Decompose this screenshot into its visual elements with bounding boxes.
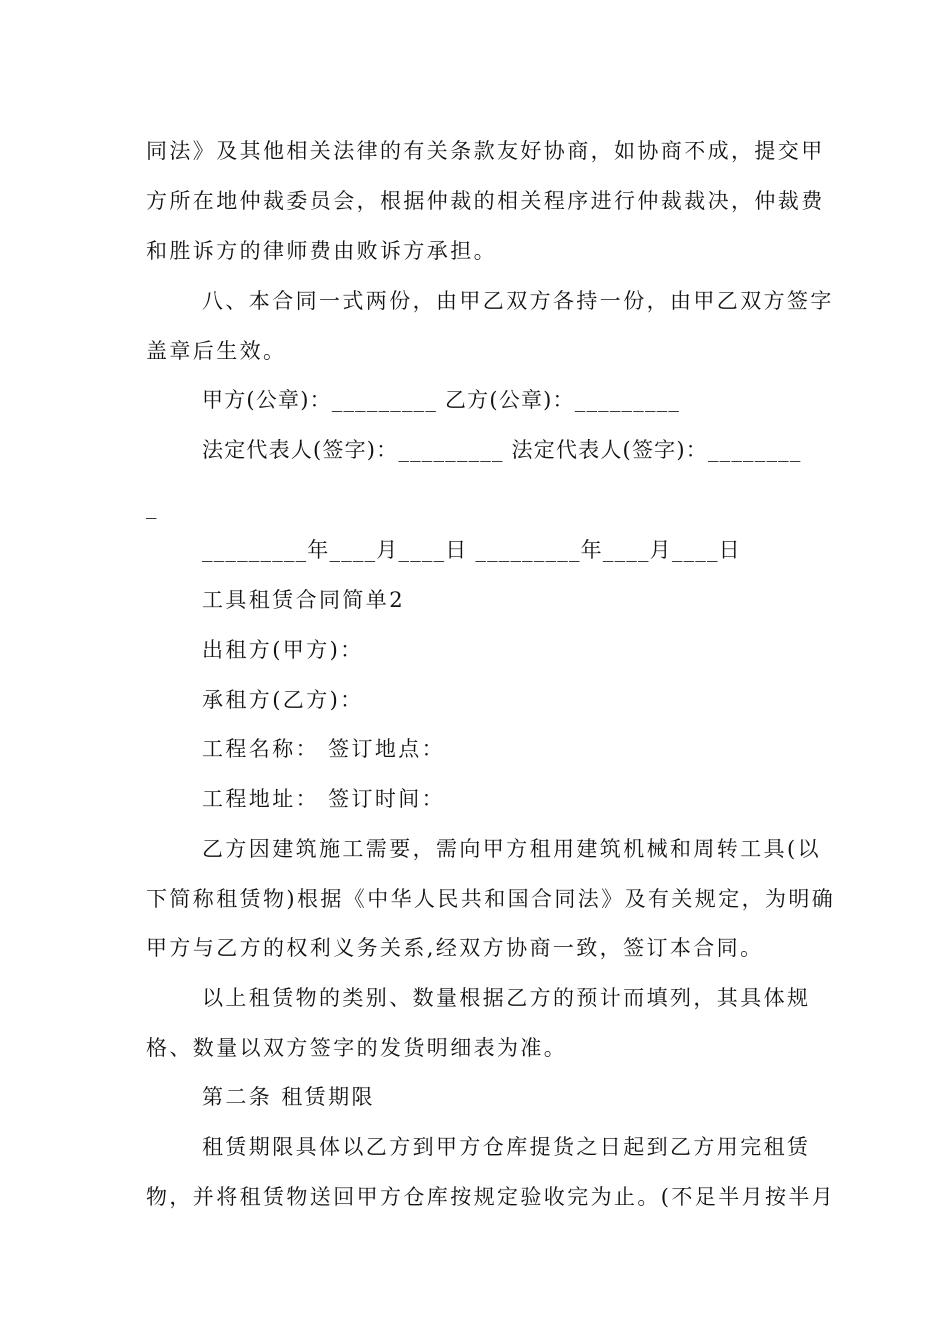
- text-line: 工程名称： 签订地点：: [202, 737, 446, 761]
- text-line: 工程地址： 签订时间：: [202, 787, 446, 811]
- text-line: 以上租赁物的类别、数量根据乙方的预计而填列，其具体规: [202, 986, 811, 1010]
- text-line: 格、数量以双方签字的发货明细表为准。: [146, 1036, 568, 1060]
- text-line: 甲方与乙方的权利义务关系,经双方协商一致，签订本合同。: [146, 936, 764, 960]
- text-line: 方所在地仲裁委员会，根据仲裁的相关程序进行仲裁裁决，仲裁费: [146, 189, 825, 213]
- article-heading: 第二条 租赁期限: [202, 1085, 375, 1109]
- text-line: 出租方(甲方)：: [202, 638, 364, 662]
- signature-line-seal: 甲方(公章)：_________ 乙方(公章)：_________: [202, 388, 681, 412]
- text-line: 乙方因建筑施工需要，需向甲方租用建筑机械和周转工具(以: [202, 837, 821, 861]
- text-line: 承租方(乙方)：: [202, 688, 364, 712]
- text-line: 八、本合同一式两份，由甲乙双方各持一份，由甲乙双方签字: [202, 289, 834, 313]
- text-line: 下简称租赁物)根据《中华人民共和国合同法》及有关规定，为明确: [146, 887, 836, 911]
- date-line: _________年____月____日 _________年____月____日: [202, 538, 741, 562]
- section-title: 工具租赁合同简单2: [202, 588, 405, 612]
- text-line: 物，并将租赁物送回甲方仓库按规定验收完为止。(不足半月按半月: [146, 1185, 836, 1209]
- text-line: 同法》及其他相关法律的有关条款友好协商，如协商不成，提交甲: [146, 139, 825, 163]
- text-line: 租赁期限具体以乙方到甲方仓库提货之日起到乙方用完租赁: [202, 1135, 811, 1159]
- signature-line-representative: 法定代表人(签字)：_________ 法定代表人(签字)：________: [202, 438, 802, 462]
- text-line: 和胜诉方的律师费由败诉方承担。: [146, 239, 497, 263]
- text-line: _: [146, 495, 159, 519]
- text-line: 盖章后生效。: [146, 339, 287, 363]
